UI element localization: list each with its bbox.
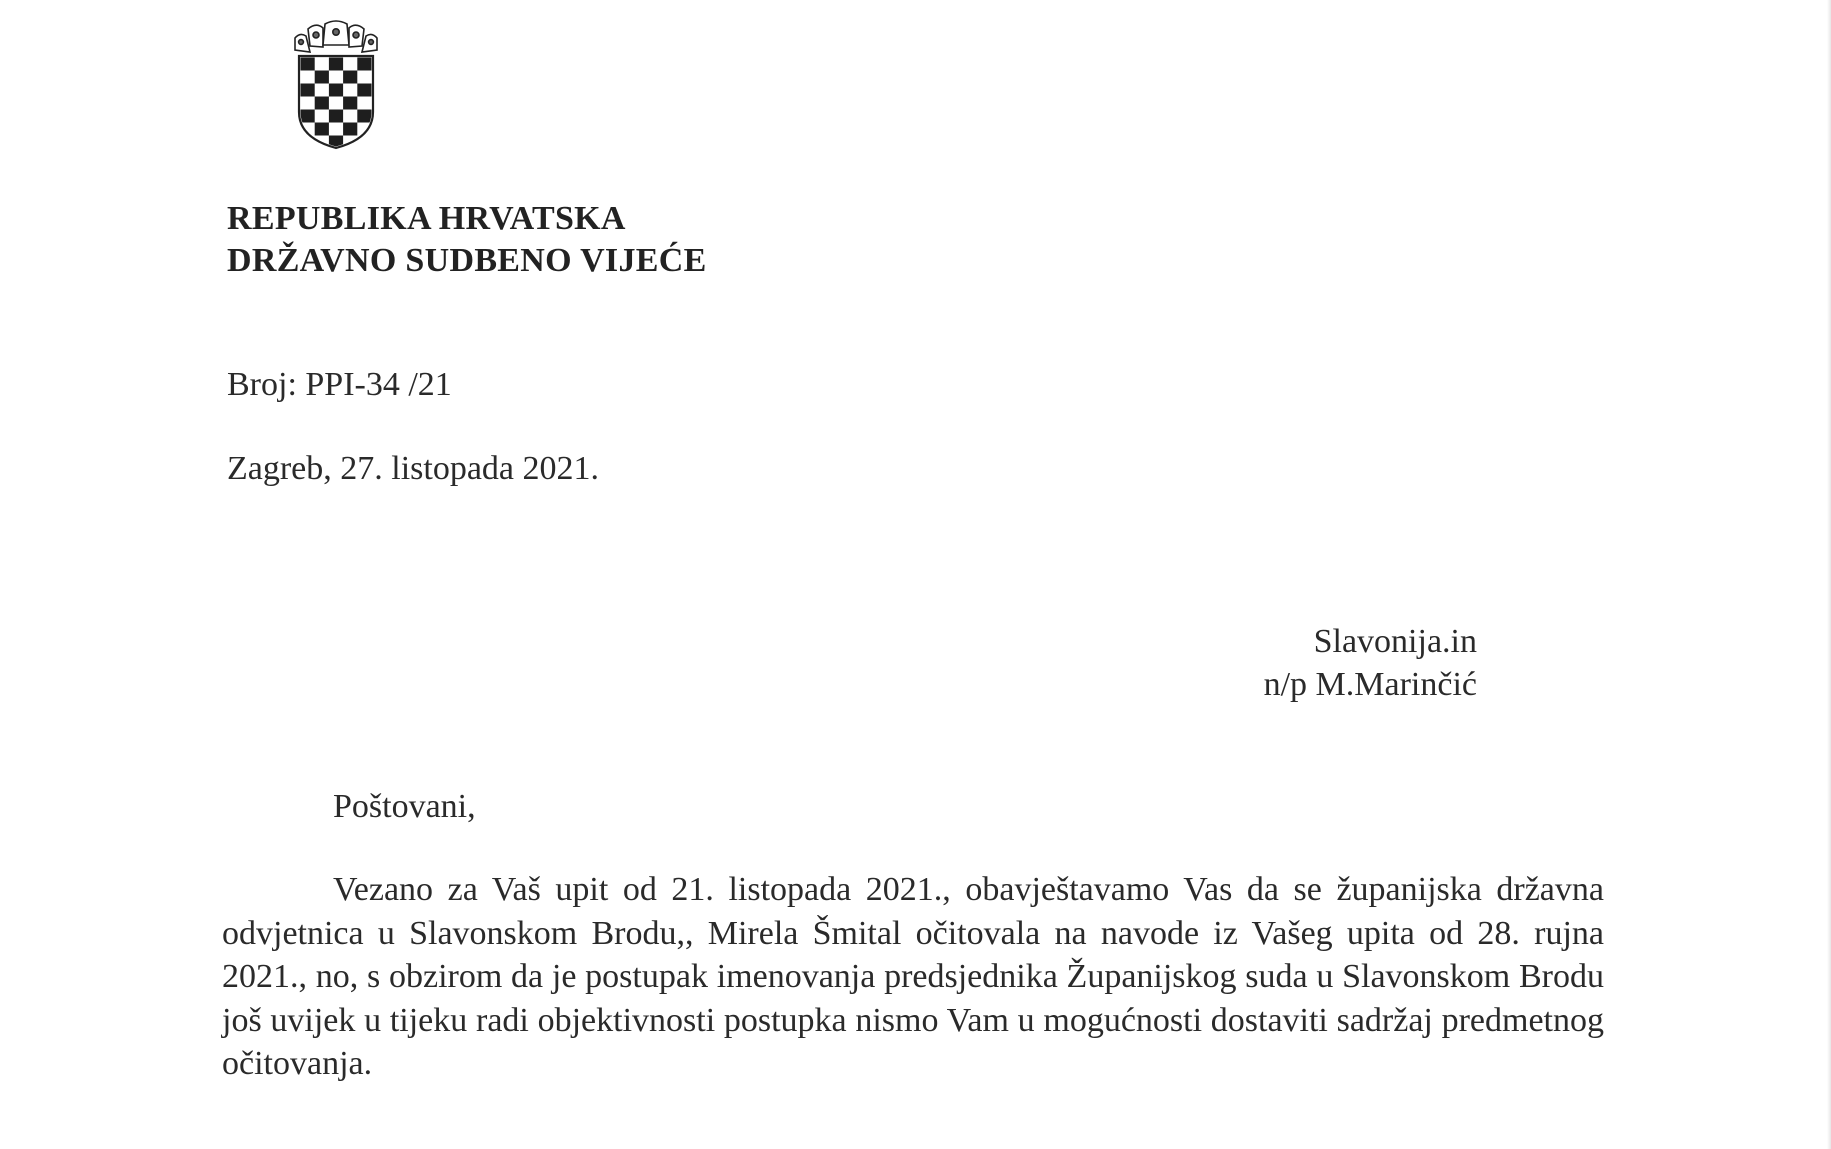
recipient-attention: n/p M.Marinčić xyxy=(1263,666,1477,703)
reference-number: Broj: PPI-34 /21 xyxy=(227,366,452,403)
salutation: Poštovani, xyxy=(333,788,476,825)
header-institution: DRŽAVNO SUDBENO VIJEĆE xyxy=(227,242,707,279)
header-country: REPUBLIKA HRVATSKA xyxy=(227,200,626,237)
place-date: Zagreb, 27. listopada 2021. xyxy=(227,450,600,487)
recipient-block xyxy=(1264,620,1477,706)
letter-body-paragraph: Vezano za Vaš upit od 21. listopada 2021., obavještavamo Vas da se županijska državna odvjetnica u Slavonskom Brodu,, Mirela Šmital očitovala na navode iz Vašeg upita od 28. rujna 2021., no, s obzirom da je postupak imenovanja predsjednika Županijskog suda u Slavonskom Brodu još uvijek u tijeku radi objektivnosti postupka nismo Vam u mogućnosti dostaviti sadržaj predmetnog očitovanja. xyxy=(222,871,1604,1082)
recipient-name: Slavonija.in xyxy=(1313,623,1477,660)
scan-edge xyxy=(1827,0,1831,1149)
institution-header xyxy=(227,198,707,282)
croatian-coat-of-arms-icon xyxy=(291,20,381,150)
